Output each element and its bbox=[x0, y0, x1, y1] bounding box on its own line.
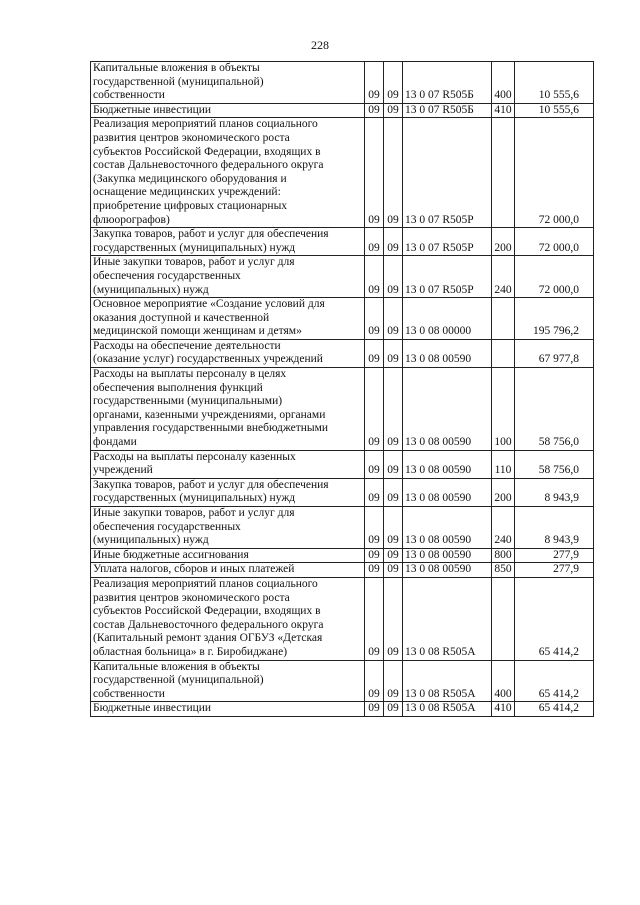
amount-cell: 277,9 bbox=[515, 548, 594, 563]
amount-cell: 58 756,0 bbox=[515, 368, 594, 451]
table-row bbox=[91, 103, 594, 118]
target-article-cell: 13 0 08 R505А bbox=[403, 577, 492, 660]
expense-type-cell: 410 bbox=[492, 702, 515, 717]
expense-type-cell: 410 bbox=[492, 103, 515, 118]
row-name-cell bbox=[91, 118, 365, 228]
section-code-cell: 09 bbox=[365, 228, 384, 256]
section-code-cell: 09 bbox=[365, 368, 384, 451]
amount-cell: 65 414,2 bbox=[515, 660, 594, 702]
expense-type-cell: 850 bbox=[492, 563, 515, 578]
table-row bbox=[91, 563, 594, 578]
row-name-line: Иные бюджетные ассигнования bbox=[93, 548, 249, 561]
row-name-line: государственными (муниципальными) bbox=[93, 395, 283, 408]
row-name-line: субъектов Российской Федерации, входящих в bbox=[93, 605, 321, 618]
row-name-line: органами, казенными учреждениями, органами bbox=[93, 408, 326, 421]
row-name-cell bbox=[91, 228, 365, 256]
amount-cell: 72 000,0 bbox=[515, 228, 594, 256]
subsection-code-cell: 09 bbox=[384, 660, 403, 702]
section-code-cell: 09 bbox=[365, 450, 384, 478]
row-name-line: (муниципальных) нужд bbox=[93, 283, 209, 296]
budget-table bbox=[90, 61, 594, 717]
row-name-line: областная больница» в г. Биробиджане) bbox=[93, 645, 288, 658]
amount-cell: 67 977,8 bbox=[515, 339, 594, 367]
row-name-line: Реализация мероприятий планов социального bbox=[93, 118, 318, 131]
target-article-cell: 13 0 08 00590 bbox=[403, 507, 492, 549]
amount-cell: 10 555,6 bbox=[515, 62, 594, 104]
amount-cell: 65 414,2 bbox=[515, 702, 594, 717]
target-article-cell: 13 0 08 00000 bbox=[403, 298, 492, 340]
table-row bbox=[91, 339, 594, 367]
section-code-cell: 09 bbox=[365, 62, 384, 104]
row-name-line: обеспечения выполнения функций bbox=[93, 381, 263, 394]
row-name-line: Реализация мероприятий планов социального bbox=[93, 577, 318, 590]
amount-cell: 72 000,0 bbox=[515, 256, 594, 298]
table-row bbox=[91, 507, 594, 549]
section-code-cell: 09 bbox=[365, 577, 384, 660]
section-code-cell: 09 bbox=[365, 298, 384, 340]
row-name-line: государственных (муниципальных) нужд bbox=[93, 492, 296, 505]
section-code-cell: 09 bbox=[365, 548, 384, 563]
row-name-line: Основное мероприятие «Создание условий для bbox=[93, 298, 325, 311]
target-article-cell: 13 0 08 00590 bbox=[403, 339, 492, 367]
row-name-line: (оказание услуг) государственных учреждений bbox=[93, 353, 323, 366]
table-row bbox=[91, 548, 594, 563]
row-name-line: состав Дальневосточного федерального округа bbox=[93, 159, 324, 172]
page-number: 228 bbox=[311, 38, 329, 52]
row-name-cell bbox=[91, 62, 365, 104]
row-name-line: управления государственными внебюджетными bbox=[93, 422, 329, 435]
expense-type-cell bbox=[492, 577, 515, 660]
subsection-code-cell: 09 bbox=[384, 702, 403, 717]
row-name-line: обеспечения государственных bbox=[93, 269, 241, 282]
target-article-cell: 13 0 08 R505А bbox=[403, 702, 492, 717]
subsection-code-cell: 09 bbox=[384, 339, 403, 367]
row-name-line: Иные закупки товаров, работ и услуг для bbox=[93, 507, 295, 519]
table-row bbox=[91, 450, 594, 478]
row-name-cell bbox=[91, 548, 365, 563]
subsection-code-cell: 09 bbox=[384, 577, 403, 660]
section-code-cell: 09 bbox=[365, 702, 384, 717]
row-name-cell bbox=[91, 368, 365, 451]
subsection-code-cell: 09 bbox=[384, 368, 403, 451]
row-name-cell bbox=[91, 660, 365, 702]
row-name-cell bbox=[91, 298, 365, 340]
row-name-line: государственной (муниципальной) bbox=[93, 674, 264, 687]
expense-type-cell bbox=[492, 118, 515, 228]
row-name-line: развития центров экономического роста bbox=[93, 131, 290, 144]
expense-type-cell: 200 bbox=[492, 228, 515, 256]
expense-type-cell: 100 bbox=[492, 368, 515, 451]
row-name-line: фондами bbox=[93, 436, 137, 449]
target-article-cell: 13 0 08 00590 bbox=[403, 478, 492, 506]
table-row bbox=[91, 660, 594, 702]
expense-type-cell: 400 bbox=[492, 660, 515, 702]
row-name-cell bbox=[91, 702, 365, 717]
row-name-line: Уплата налогов, сборов и иных платежей bbox=[93, 563, 295, 576]
subsection-code-cell: 09 bbox=[384, 548, 403, 563]
row-name-line: флюорографов) bbox=[93, 213, 170, 226]
amount-cell: 8 943,9 bbox=[515, 507, 594, 549]
target-article-cell: 13 0 08 00590 bbox=[403, 450, 492, 478]
subsection-code-cell: 09 bbox=[384, 507, 403, 549]
section-code-cell: 09 bbox=[365, 103, 384, 118]
table-row bbox=[91, 368, 594, 451]
row-name-line: собственности bbox=[93, 687, 165, 700]
amount-cell: 195 796,2 bbox=[515, 298, 594, 340]
section-code-cell: 09 bbox=[365, 339, 384, 367]
row-name-line: оснащение медицинских учреждений: bbox=[93, 186, 281, 199]
table-row bbox=[91, 256, 594, 298]
row-name-line: Бюджетные инвестиции bbox=[93, 702, 212, 715]
amount-cell: 58 756,0 bbox=[515, 450, 594, 478]
row-name-line: приобретение цифровых стационарных bbox=[93, 199, 288, 212]
row-name-line: субъектов Российской Федерации, входящих в bbox=[93, 145, 321, 158]
row-name-line: Капитальные вложения в объекты bbox=[93, 62, 260, 74]
target-article-cell: 13 0 07 R505Б bbox=[403, 62, 492, 104]
expense-type-cell: 240 bbox=[492, 256, 515, 298]
row-name-line: (муниципальных) нужд bbox=[93, 534, 209, 547]
section-code-cell: 09 bbox=[365, 507, 384, 549]
amount-cell: 10 555,6 bbox=[515, 103, 594, 118]
table-row bbox=[91, 298, 594, 340]
target-article-cell: 13 0 07 R505Р bbox=[403, 256, 492, 298]
target-article-cell: 13 0 07 R505Р bbox=[403, 228, 492, 256]
table-row bbox=[91, 577, 594, 660]
expense-type-cell: 400 bbox=[492, 62, 515, 104]
target-article-cell: 13 0 08 00590 bbox=[403, 548, 492, 563]
subsection-code-cell: 09 bbox=[384, 103, 403, 118]
row-name-cell bbox=[91, 507, 365, 549]
row-name-cell bbox=[91, 450, 365, 478]
row-name-line: медицинской помощи женщинам и детям» bbox=[93, 325, 302, 338]
table-row bbox=[91, 228, 594, 256]
subsection-code-cell: 09 bbox=[384, 298, 403, 340]
table-row bbox=[91, 702, 594, 717]
row-name-line: учреждений bbox=[93, 464, 153, 477]
row-name-line: состав Дальневосточного федерального округа bbox=[93, 618, 324, 631]
row-name-line: собственности bbox=[93, 89, 165, 102]
row-name-line: государственных (муниципальных) нужд bbox=[93, 241, 296, 254]
table-row bbox=[91, 118, 594, 228]
section-code-cell: 09 bbox=[365, 256, 384, 298]
expense-type-cell: 800 bbox=[492, 548, 515, 563]
expense-type-cell bbox=[492, 339, 515, 367]
row-name-cell bbox=[91, 103, 365, 118]
row-name-line: (Капитальный ремонт здания ОГБУЗ «Детская bbox=[93, 632, 323, 645]
row-name-cell bbox=[91, 339, 365, 367]
row-name-line: Расходы на выплаты персоналу казенных bbox=[93, 450, 296, 463]
row-name-line: Закупка товаров, работ и услуг для обеспечения bbox=[93, 478, 329, 491]
row-name-line: развития центров экономического роста bbox=[93, 591, 290, 604]
section-code-cell: 09 bbox=[365, 118, 384, 228]
subsection-code-cell: 09 bbox=[384, 62, 403, 104]
row-name-line: Бюджетные инвестиции bbox=[93, 103, 212, 116]
row-name-line: Расходы на выплаты персоналу в целях bbox=[93, 368, 287, 381]
row-name-line: (Закупка медицинского оборудования и bbox=[93, 172, 287, 185]
subsection-code-cell: 09 bbox=[384, 478, 403, 506]
table-row bbox=[91, 62, 594, 104]
row-name-cell bbox=[91, 478, 365, 506]
target-article-cell: 13 0 08 R505А bbox=[403, 660, 492, 702]
expense-type-cell: 110 bbox=[492, 450, 515, 478]
subsection-code-cell: 09 bbox=[384, 256, 403, 298]
section-code-cell: 09 bbox=[365, 563, 384, 578]
subsection-code-cell: 09 bbox=[384, 563, 403, 578]
row-name-line: обеспечения государственных bbox=[93, 520, 241, 533]
amount-cell: 65 414,2 bbox=[515, 577, 594, 660]
expense-type-cell: 200 bbox=[492, 478, 515, 506]
row-name-line: оказания доступной и качественной bbox=[93, 311, 270, 324]
row-name-cell bbox=[91, 563, 365, 578]
row-name-cell bbox=[91, 256, 365, 298]
target-article-cell: 13 0 07 R505Б bbox=[403, 103, 492, 118]
row-name-cell bbox=[91, 577, 365, 660]
subsection-code-cell: 09 bbox=[384, 228, 403, 256]
amount-cell: 72 000,0 bbox=[515, 118, 594, 228]
row-name-line: Иные закупки товаров, работ и услуг для bbox=[93, 256, 295, 269]
expense-type-cell: 240 bbox=[492, 507, 515, 549]
subsection-code-cell: 09 bbox=[384, 450, 403, 478]
amount-cell: 277,9 bbox=[515, 563, 594, 578]
target-article-cell: 13 0 08 00590 bbox=[403, 563, 492, 578]
row-name-line: Расходы на обеспечение деятельности bbox=[93, 339, 281, 352]
row-name-line: государственной (муниципальной) bbox=[93, 75, 264, 88]
target-article-cell: 13 0 07 R505Р bbox=[403, 118, 492, 228]
section-code-cell: 09 bbox=[365, 660, 384, 702]
expense-type-cell bbox=[492, 298, 515, 340]
subsection-code-cell: 09 bbox=[384, 118, 403, 228]
amount-cell: 8 943,9 bbox=[515, 478, 594, 506]
table-row bbox=[91, 478, 594, 506]
row-name-line: Закупка товаров, работ и услуг для обеспечения bbox=[93, 228, 329, 241]
section-code-cell: 09 bbox=[365, 478, 384, 506]
target-article-cell: 13 0 08 00590 bbox=[403, 368, 492, 451]
row-name-line: Капитальные вложения в объекты bbox=[93, 660, 260, 673]
